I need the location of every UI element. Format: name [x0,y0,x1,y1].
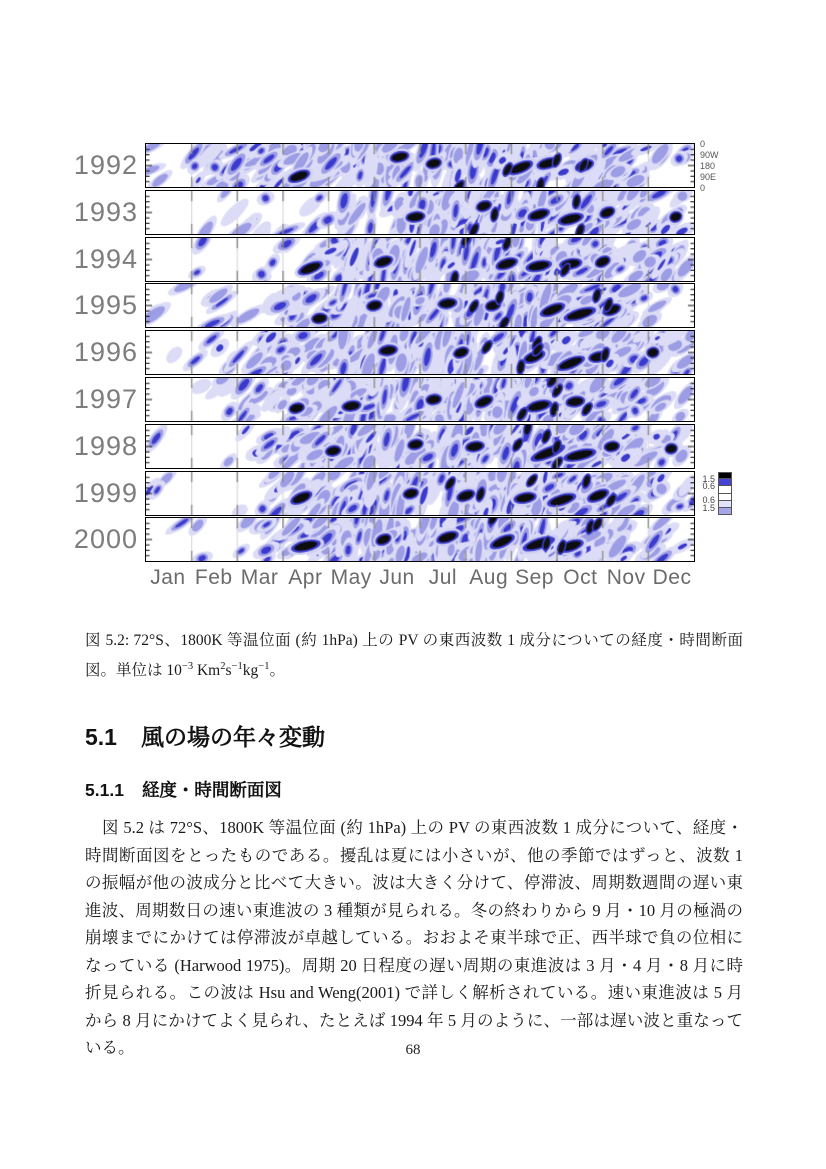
colorbar-cell [718,486,732,493]
panel-canvas-1995 [146,284,694,327]
month-label-may: May [330,566,372,589]
year-label-1995: 1995 [73,290,138,321]
body-paragraph: 図 5.2 は 72°S、1800K 等温位面 (約 1hPa) 上の PV の東西波数 1 成分について、経度・時間断面図をとったものである。擾乱は夏には小さいが、他の季節ではずっと、波数 1 の振幅が他の波成分と比べて大きい。波は大きく分けて、停滞波、周期数週間の遅い東進波、周期数日の速い東進波の 3 種類が見られる。冬の終わりから 9 月・10 月の極渦の崩壊までにかけては停滞波が卓越している。おおよそ東半球で正、西半球で負の位相になっている (Harwood 1975)。周期 20 日程度の遅い周期の東進波は 3 月・4 月・8 月に時折見られる。この波は Hsu and Weng(2001) で詳しく解析されている。速い東進波は 5 月から 8 月にかけてよく見られ、たとえば 1994 年 5 月のように、一部は遅い波と重なっている。 [85,818,744,1057]
year-label-1998: 1998 [73,430,138,461]
longitude-label: 180 [700,160,716,171]
colorbar-cell [718,472,732,479]
colorbar-cell [718,479,732,486]
month-label-mar: Mar [240,566,279,589]
year-label-1997: 1997 [73,384,138,414]
month-label-sep: Sep [515,566,554,589]
year-label-1994: 1994 [73,243,138,274]
colorbar-cell [718,494,732,501]
figure-panel-1995 [145,283,695,328]
panel-canvas-1992 [146,144,694,187]
year-label-1996: 1996 [73,337,138,368]
subsection-title: 経度・時間断面図 [141,780,282,800]
caption-text: s [225,662,232,679]
panel-canvas-1997 [146,378,694,421]
panel-canvas-2000 [146,518,694,561]
month-axis [145,566,695,592]
page-number: 68 [405,1042,421,1058]
colorbar-label: 0.6 [702,495,715,506]
colorbar [718,472,732,515]
caption-superscript: −1 [258,660,270,672]
subsection-number: 5.1.1 [85,780,124,800]
figure-panel-1992 [145,143,695,188]
panel-canvas-1999 [146,472,694,515]
panel-canvas-1993 [146,191,694,234]
year-label-1992: 1992 [73,150,138,180]
longitude-label: 90W [700,149,719,160]
figure-panel-1999 [145,471,695,516]
year-label-2000: 2000 [73,524,138,555]
caption-superscript: −3 [181,660,194,672]
figure-caption [85,626,743,686]
month-label-jun: Jun [379,566,415,589]
figure-panel-1996 [145,330,695,375]
subsection-heading [85,777,282,802]
figure-panel-1998 [145,424,695,469]
month-label-jan: Jan [150,566,186,589]
panel-canvas-1998 [146,425,694,468]
month-label-feb: Feb [194,566,233,589]
panel-canvas-1994 [146,238,694,281]
colorbar-label: 1.5 [702,473,715,484]
month-label-jul: Jul [428,566,458,589]
year-label-1993: 1993 [73,196,138,227]
colorbar-label: 1.5 [702,502,715,513]
caption-text: 。 [269,662,285,679]
figure-panel-1994 [145,237,695,282]
section-heading [85,719,325,752]
colorbar-label: 0.6 [702,480,715,491]
caption-superscript: 2 [220,660,226,672]
month-label-oct: Oct [563,566,598,589]
longitude-label: 0 [700,183,706,194]
section-title: 風の場の年々変動 [140,724,325,750]
caption-text: kg [242,662,259,679]
panel-canvas-1996 [146,331,694,374]
caption-text: Km [193,662,221,679]
longitude-label: 0 [700,138,706,149]
longitude-label: 90E [700,172,717,183]
year-label-1999: 1999 [73,477,138,508]
month-label-apr: Apr [288,566,323,589]
colorbar-cell [718,508,732,515]
figure-panel-1993 [145,190,695,235]
caption-text: 図 5.2: 72°S、1800K 等温位面 (約 1hPa) 上の PV の東西波数 1 成分についての経度・時間断面図。単位は 10 [85,632,743,679]
month-label-aug: Aug [469,566,509,589]
caption-superscript: −1 [231,660,243,672]
figure-panel-1997 [145,377,695,422]
month-label-nov: Nov [606,566,646,589]
colorbar-cell [718,501,732,508]
section-number: 5.1 [85,724,117,750]
figure-panel-2000 [145,517,695,562]
month-label-dec: Dec [652,566,692,589]
